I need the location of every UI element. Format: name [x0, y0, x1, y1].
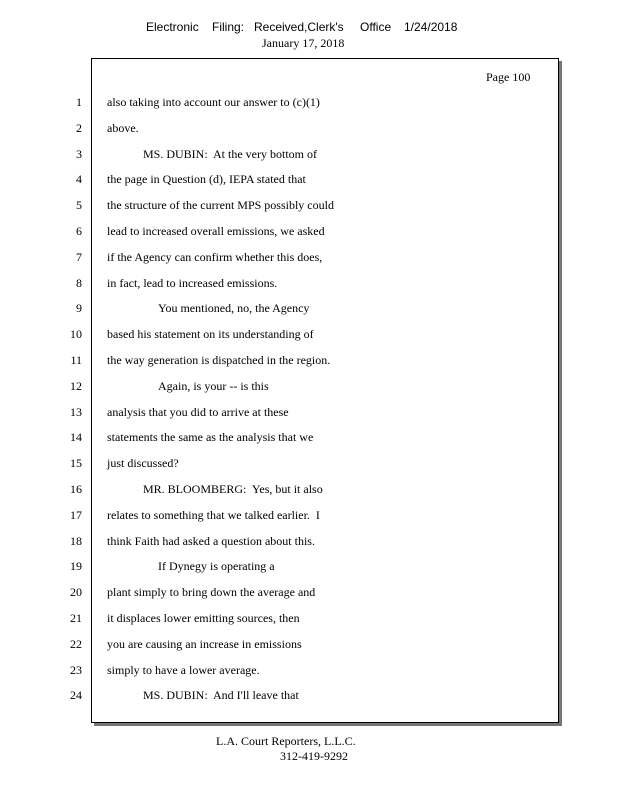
- line-number: 19: [70, 559, 82, 574]
- line-number: 2: [76, 120, 82, 135]
- stamp-date: 1/24/2018: [404, 20, 458, 34]
- footer-phone: 312-419-9292: [280, 749, 348, 763]
- line-text: relates to something that we talked earlier. I: [107, 507, 320, 522]
- line-number: 13: [70, 404, 82, 419]
- line-text: MS. DUBIN: At the very bottom of: [143, 146, 317, 161]
- transcript-line: [0, 95, 618, 121]
- line-number: 14: [70, 430, 82, 445]
- line-text: plant simply to bring down the average and: [107, 585, 316, 600]
- line-number: 12: [70, 378, 82, 393]
- line-number: 9: [76, 301, 82, 316]
- line-number: 1: [76, 95, 82, 109]
- line-text: also taking into account our answer to (c)(1): [107, 95, 320, 109]
- transcript-line: [0, 430, 618, 456]
- line-text: simply to have a lower average.: [107, 662, 260, 677]
- line-text: lead to increased overall emissions, we asked: [107, 224, 325, 238]
- stamp-office: Office: [360, 20, 392, 34]
- transcript-line: [0, 276, 618, 302]
- line-number: 16: [70, 482, 82, 496]
- line-text: above.: [107, 120, 139, 135]
- transcript-line: [0, 482, 618, 508]
- transcript-line: [0, 301, 618, 327]
- line-number: 23: [70, 662, 82, 677]
- transcript-line: [0, 405, 618, 431]
- stamp-electronic: Electronic: [146, 20, 199, 34]
- line-text: you are causing an increase in emissions: [107, 636, 302, 651]
- line-number: 5: [76, 198, 82, 213]
- transcript-line: [0, 172, 618, 198]
- line-number: 11: [70, 353, 82, 367]
- line-number: 7: [76, 249, 82, 264]
- line-number: 4: [76, 172, 82, 187]
- transcript-line: [0, 534, 618, 560]
- line-number: 21: [70, 611, 82, 625]
- line-number: 15: [70, 456, 82, 471]
- line-number: 18: [70, 533, 82, 548]
- line-text: analysis that you did to arrive at these: [107, 404, 289, 419]
- line-number: 3: [76, 146, 82, 161]
- line-text: the way generation is dispatched in the region.: [107, 353, 331, 367]
- line-text: based his statement on its understanding of: [107, 327, 314, 342]
- line-text: the page in Question (d), IEPA stated that: [107, 172, 306, 187]
- transcript-line: [0, 327, 618, 353]
- line-text: MR. BLOOMBERG: Yes, but it also: [143, 482, 323, 496]
- line-number: 6: [76, 224, 82, 238]
- line-number: 20: [70, 585, 82, 600]
- line-text: MS. DUBIN: And I'll leave that: [143, 688, 299, 703]
- transcript-line: [0, 121, 618, 147]
- line-number: 8: [76, 275, 82, 290]
- stamp-received: Received,Clerk's: [254, 20, 344, 34]
- line-number: 17: [70, 507, 82, 522]
- transcript-line: [0, 508, 618, 534]
- line-text: in fact, lead to increased emissions.: [107, 275, 278, 290]
- line-text: just discussed?: [107, 456, 179, 471]
- line-text: the structure of the current MPS possibly could: [107, 198, 334, 213]
- transcript-line: [0, 559, 618, 585]
- transcript-line: [0, 198, 618, 224]
- line-number: 24: [70, 688, 82, 703]
- line-number: 22: [70, 636, 82, 651]
- stamp-filing: Filing:: [212, 20, 245, 34]
- line-text: Again, is your -- is this: [158, 378, 269, 393]
- line-text: You mentioned, no, the Agency: [158, 301, 310, 316]
- transcript-line: [0, 379, 618, 405]
- line-number: 10: [70, 327, 82, 342]
- transcript-date: January 17, 2018: [262, 36, 345, 50]
- transcript-line: [0, 456, 618, 482]
- transcript-line: [0, 224, 618, 250]
- footer-company: L.A. Court Reporters, L.L.C.: [216, 734, 356, 748]
- transcript-line: [0, 663, 618, 689]
- transcript-line: [0, 147, 618, 173]
- line-text: If Dynegy is operating a: [158, 559, 275, 574]
- transcript-line: [0, 353, 618, 379]
- transcript-line: [0, 688, 618, 714]
- transcript-line: [0, 250, 618, 276]
- transcript-line: [0, 611, 618, 637]
- line-text: if the Agency can confirm whether this does,: [107, 249, 323, 264]
- line-text: statements the same as the analysis that we: [107, 430, 314, 445]
- transcript-line: [0, 585, 618, 611]
- transcript-line: [0, 637, 618, 663]
- line-text: think Faith had asked a question about this.: [107, 533, 315, 548]
- line-text: it displaces lower emitting sources, then: [107, 611, 300, 625]
- page-number: Page 100: [486, 70, 531, 84]
